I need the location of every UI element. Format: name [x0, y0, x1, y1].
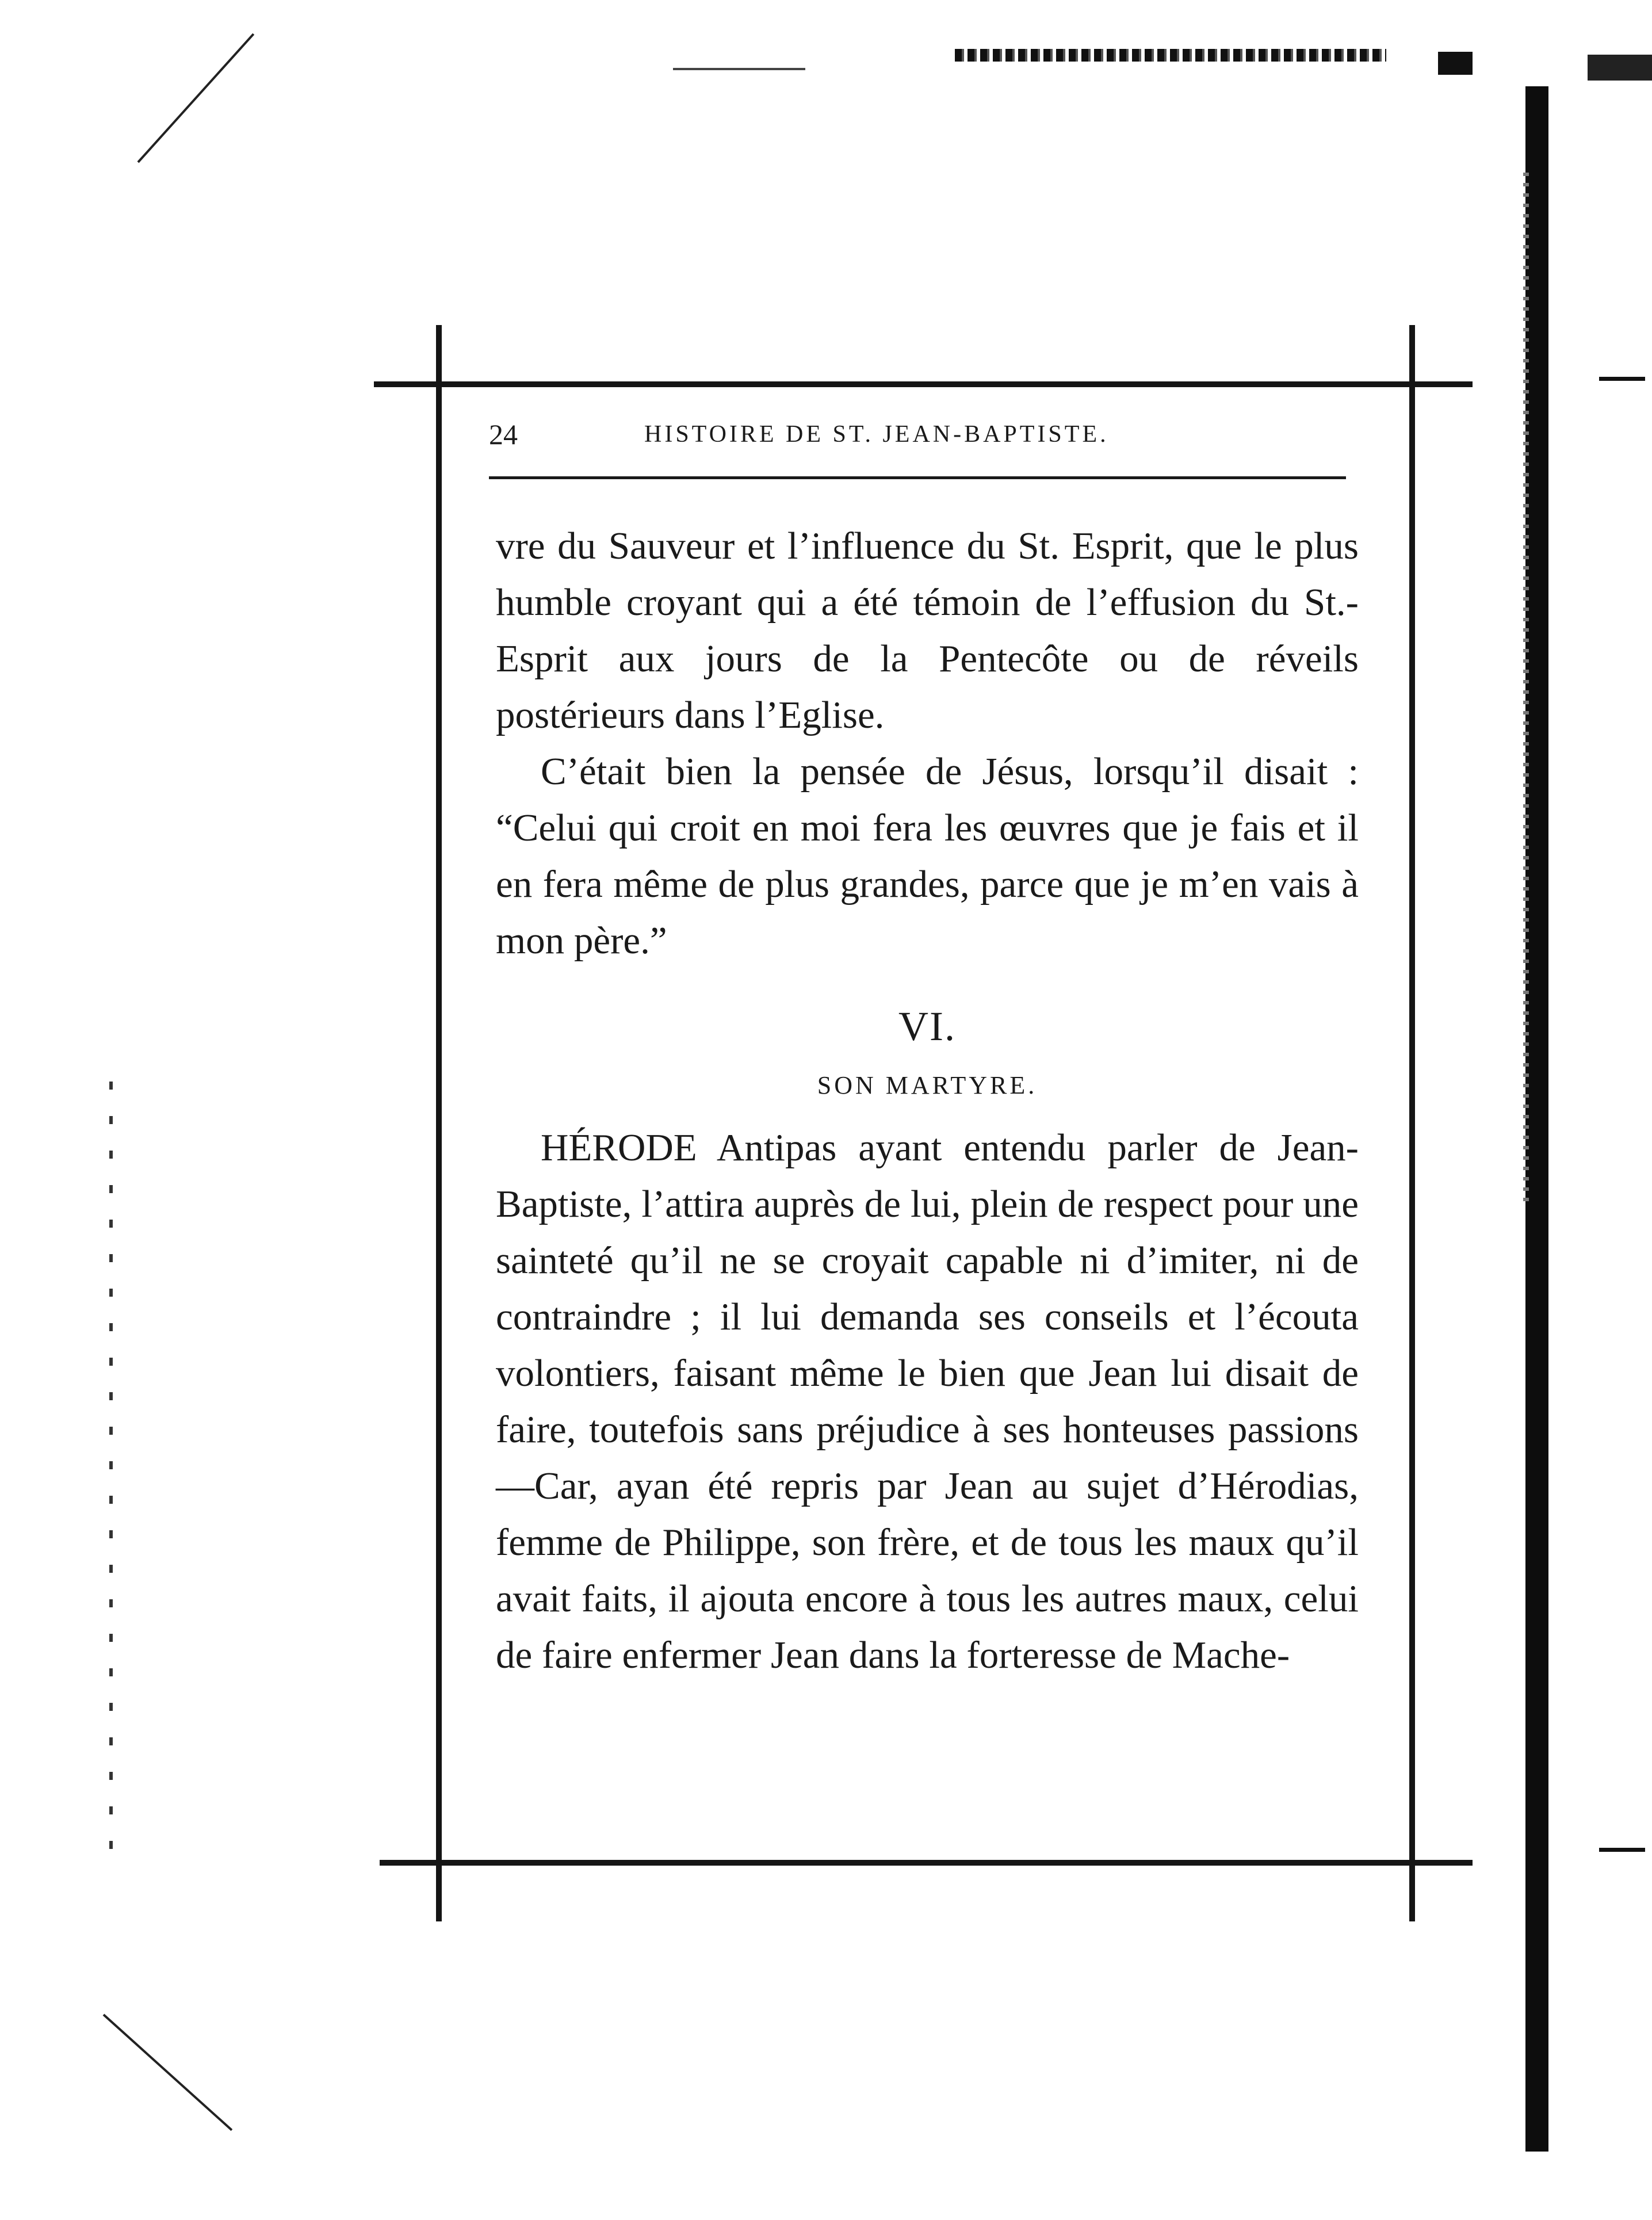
scan-artifact-left-marks — [109, 1082, 113, 1875]
paragraph-continuation: vre du Sauveur et l’influence du St. Esprit, que le plus humble croyant qui a été témoin de l’effusion du St.-Esprit aux jours de la Pentecôte ou de réveils postérieurs dans l’Eglise. — [496, 525, 1359, 736]
scan-artifact-top-dash — [673, 68, 805, 70]
page-number: 24 — [489, 418, 518, 450]
frame-left-line — [436, 325, 442, 1921]
chapter-number: VI. — [898, 1003, 956, 1049]
paragraph-jesus-quote: C’était bien la pensée de Jésus, lorsqu’il disait : “Celui qui croit en moi fera les œuvres que je fais et il en fera même de plus grandes, parce que je m’en vais à mon père.” — [496, 750, 1359, 962]
chapter-title: SON MARTYRE. — [817, 1071, 1038, 1099]
page-body — [496, 518, 1359, 1683]
frame-bottom-line — [380, 1860, 1473, 1866]
running-head-title: HISTOIRE DE ST. JEAN-BAPTISTE. — [644, 421, 1109, 448]
scan-artifact-top-corner — [1588, 55, 1652, 81]
scan-artifact-top-block — [1438, 52, 1473, 75]
frame-top-line — [374, 381, 1473, 387]
paragraph-herode: HÉRODE Antipas ayant entendu parler de Jean-Baptiste, l’attira auprès de lui, plein de respect pour une sainteté qu’il ne se croyait capable ni d’imiter, ni de contraindre ; il lui demanda ses conseils et l’écouta volontiers, faisant même le bien que Jean lui disait de faire, toutefois sans préjudice à ses honteuses passions—Car, ayan été repris par Jean au sujet d’Hérodias, femme de Philippe, son frère, et de tous les maux qu’il avait faits, il ajouta encore à tous les autres maux, celui de faire enfermer Jean dans la forteresse de Mache- — [496, 1126, 1359, 1676]
running-head — [489, 408, 1340, 472]
scan-artifact-right-specks — [1523, 173, 1529, 1208]
scan-artifact-top-left-diagonal — [137, 33, 255, 163]
scan-artifact-right-dash-upper — [1599, 377, 1645, 381]
scan-artifact-bottom-left-diagonal — [103, 2014, 233, 2131]
running-head-rule — [489, 476, 1346, 479]
scan-artifact-right-bar — [1525, 86, 1548, 2152]
scan-artifact-top-scribble — [955, 49, 1386, 62]
scan-artifact-right-dash-lower — [1599, 1848, 1645, 1852]
frame-right-line — [1409, 325, 1415, 1921]
